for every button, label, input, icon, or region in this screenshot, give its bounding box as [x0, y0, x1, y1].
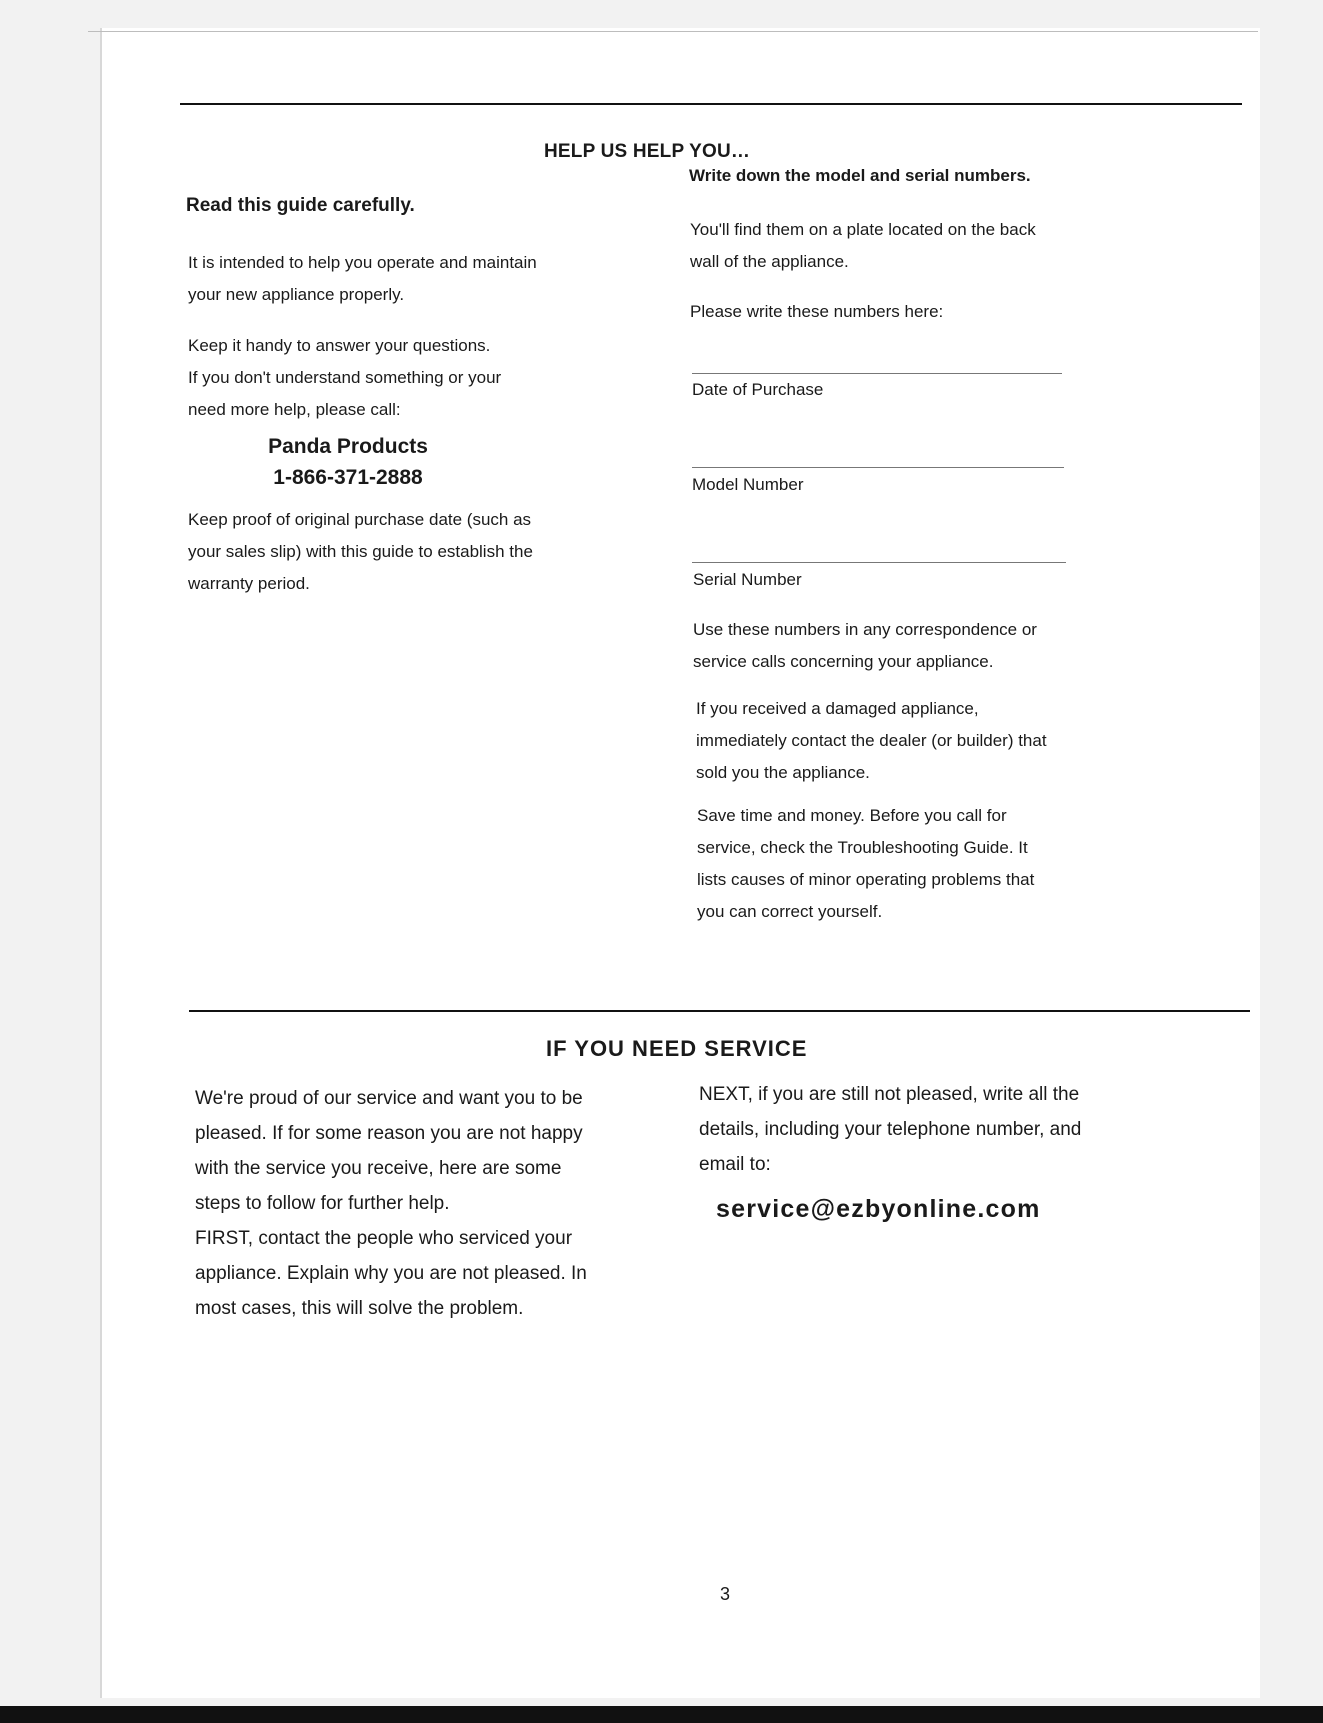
page-number: 3: [720, 1584, 731, 1604]
text-line: immediately contact the dealer (or builder) that: [696, 731, 1047, 750]
text-line: your new appliance properly.: [188, 285, 405, 304]
text-line: FIRST, contact the people who serviced your: [195, 1228, 573, 1249]
service-right-text: [699, 1077, 1159, 1182]
text-line: email to:: [699, 1154, 771, 1175]
text-line: with the service you receive, here are some: [195, 1158, 562, 1179]
date-of-purchase-label: Date of Purchase: [692, 380, 824, 399]
text-line: Use these numbers in any correspondence or: [693, 620, 1037, 639]
text-line: Save time and money. Before you call for: [697, 806, 1007, 825]
plate-paragraph: [690, 214, 1120, 278]
text-line: service, check the Troubleshooting Guide. It: [697, 838, 1028, 857]
help-section-title: HELP US HELP YOU…: [544, 141, 751, 162]
text-line: You'll find them on a plate located on the back: [690, 220, 1036, 239]
model-number-label: Model Number: [692, 475, 804, 494]
date-of-purchase-line: [692, 373, 1062, 374]
text-line: details, including your telephone number, and: [699, 1119, 1082, 1140]
write-numbers-prompt: Please write these numbers here:: [690, 302, 944, 321]
text-line: Keep it handy to answer your questions.: [188, 336, 491, 355]
text-line: appliance. Explain why you are not pleased. In: [195, 1263, 587, 1284]
text-line: warranty period.: [188, 574, 310, 593]
text-line: If you don't understand something or your: [188, 368, 502, 387]
model-number-line: [692, 467, 1064, 468]
help-paragraph: [188, 330, 628, 426]
text-line: your sales slip) with this guide to establish the: [188, 542, 533, 561]
damaged-appliance-paragraph: [696, 693, 1136, 789]
text-line: We're proud of our service and want you to be: [195, 1088, 583, 1109]
text-line: pleased. If for some reason you are not happy: [195, 1123, 583, 1144]
proof-paragraph: [188, 504, 628, 600]
text-line: steps to follow for further help.: [195, 1193, 450, 1214]
text-line: lists causes of minor operating problems that: [697, 870, 1035, 889]
serial-number-line: [692, 562, 1066, 563]
text-line: need more help, please call:: [188, 400, 401, 419]
text-line: service calls concerning your appliance.: [693, 652, 994, 671]
read-guide-heading: Read this guide carefully.: [186, 195, 415, 216]
page-edge-line: [88, 31, 1258, 32]
phone-number: 1-866-371-2888: [273, 466, 423, 489]
write-down-heading: Write down the model and serial numbers.: [689, 166, 1031, 185]
text-line: If you received a damaged appliance,: [696, 699, 979, 718]
text-line: NEXT, if you are still not pleased, write all the: [699, 1084, 1080, 1105]
top-divider: [180, 103, 1242, 105]
text-line: It is intended to help you operate and maintain: [188, 253, 537, 272]
text-line: wall of the appliance.: [690, 252, 849, 271]
company-name: Panda Products: [268, 435, 428, 458]
text-line: most cases, this will solve the problem.: [195, 1298, 524, 1319]
text-line: Keep proof of original purchase date (such as: [188, 510, 532, 529]
use-numbers-paragraph: [693, 614, 1133, 678]
service-left-text: [195, 1081, 665, 1326]
service-email: service@ezbyonline.com: [716, 1195, 1041, 1223]
service-section-title: IF YOU NEED SERVICE: [546, 1036, 808, 1061]
text-line: you can correct yourself.: [697, 902, 883, 921]
serial-number-label: Serial Number: [693, 570, 802, 589]
service-divider: [189, 1010, 1250, 1012]
intro-paragraph: [188, 247, 628, 311]
save-time-paragraph: [697, 800, 1137, 928]
contact-block: [228, 431, 468, 493]
text-line: sold you the appliance.: [696, 763, 870, 782]
scan-bottom-edge: [0, 1706, 1323, 1723]
